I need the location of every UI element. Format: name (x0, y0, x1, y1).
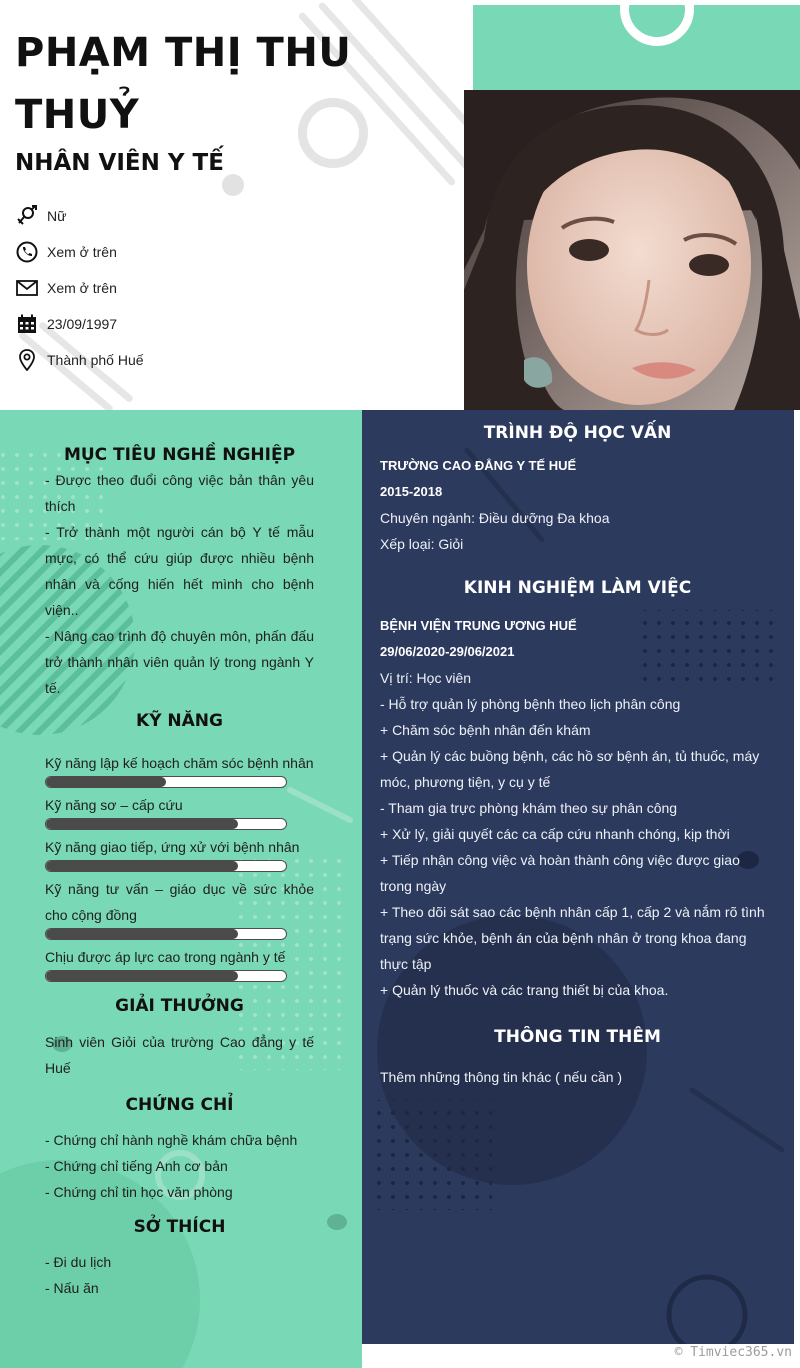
experience-line: + Quản lý các buồng bệnh, các hồ sơ bệnh án, tủ thuốc, máy móc, phương tiện, y cụ y tế (380, 748, 760, 790)
skill-name: Chịu được áp lực cao trong ngành y tế (45, 949, 286, 965)
education-period: 2015-2018 (380, 484, 443, 499)
calendar-icon (14, 313, 40, 335)
gender-icon (14, 205, 40, 227)
contact-gender (14, 198, 314, 234)
skill-name: Kỹ năng giao tiếp, ứng xử với bệnh nhân (45, 839, 300, 855)
contact-gender-text: Nữ (47, 208, 67, 224)
objective-text (45, 467, 314, 701)
contact-phone-text: Xem ở trên (47, 244, 117, 260)
skill-bar-fill (46, 929, 238, 939)
experience-line: + Tiếp nhận công việc và hoàn thành công việc được giao trong ngày (380, 852, 740, 894)
certificates-list (45, 1127, 314, 1205)
contact-birthday (14, 306, 314, 342)
skill-bar (45, 776, 287, 788)
skill-item (45, 876, 314, 940)
contact-email-text: Xem ở trên (47, 280, 117, 296)
section-title-certificates: CHỨNG CHỈ (125, 1095, 234, 1115)
school-name: TRƯỜNG CAO ĐẲNG Y TẾ HUẾ (380, 458, 577, 473)
contact-address (14, 342, 314, 378)
section-title-hobbies: SỞ THÍCH (133, 1217, 226, 1237)
certificate-item: - Chứng chỉ tin học văn phòng (45, 1184, 233, 1200)
contact-list (14, 198, 314, 378)
skill-bar-fill (46, 777, 166, 787)
skill-name: Kỹ năng lập kế hoạch chăm sóc bệnh nhân (45, 755, 314, 771)
contact-phone (14, 234, 314, 270)
skill-bar-fill (46, 819, 238, 829)
objective-line: - Trở thành một người cán bộ Y tế mẫu mực, có thể cứu giúp được nhiều bệnh nhân và cống hiến hết mình cho bệnh viện.. (45, 524, 314, 618)
watermark: © Timviec365.vn (674, 1345, 792, 1360)
experience-block (380, 613, 775, 1003)
experience-line: + Xử lý, giải quyết các ca cấp cứu nhanh chóng, kịp thời (380, 826, 730, 842)
cv-header (0, 0, 800, 410)
right-content (380, 410, 775, 1090)
skill-bar (45, 970, 287, 982)
section-title-education: TRÌNH ĐỘ HỌC VẤN (483, 423, 672, 443)
job-title: NHÂN VIÊN Y TẾ (15, 150, 224, 176)
skill-bar-fill (46, 861, 238, 871)
skill-bar (45, 860, 287, 872)
skill-name: Kỹ năng tư vấn – giáo dục về sức khỏe cho cộng đồng (45, 881, 314, 923)
section-title-skills: KỸ NĂNG (136, 711, 223, 731)
left-content (45, 410, 314, 1301)
experience-line: - Tham gia trực phòng khám theo sự phân công (380, 800, 678, 816)
objective-line: - Nâng cao trình độ chuyên môn, phấn đấu trở thành nhân viên quản lý trong ngành Y tế. (45, 628, 314, 696)
right-column (362, 410, 794, 1344)
certificate-item: - Chứng chỉ tiếng Anh cơ bản (45, 1158, 228, 1174)
section-title-extra: THÔNG TIN THÊM (494, 1027, 661, 1047)
hobbies-list (45, 1249, 314, 1301)
experience-line: Vị trí: Học viên (380, 670, 472, 686)
education-block (380, 453, 775, 557)
skill-bar (45, 818, 287, 830)
certificate-item: - Chứng chỉ hành nghề khám chữa bệnh (45, 1132, 298, 1148)
skill-name: Kỹ năng sơ – cấp cứu (45, 797, 183, 813)
skill-item (45, 792, 314, 830)
contact-birthday-text: 23/09/1997 (47, 316, 118, 332)
skill-bar-fill (46, 971, 238, 981)
hobby-item: - Nấu ăn (45, 1280, 99, 1296)
skills-list (45, 750, 314, 982)
section-title-experience: KINH NGHIỆM LÀM VIỆC (463, 578, 692, 598)
contact-address-text: Thành phố Huế (47, 352, 144, 368)
education-grade: Xếp loại: Giỏi (380, 536, 464, 552)
section-title-objective: MỤC TIÊU NGHỀ NGHIỆP (63, 445, 296, 465)
skill-item (45, 944, 314, 982)
candidate-name: PHẠM THỊ THU THUỶ (15, 30, 352, 138)
education-major: Chuyên ngành: Điều dưỡng Đa khoa (380, 510, 610, 526)
contact-email (14, 270, 314, 306)
company-name: BỆNH VIỆN TRUNG ƯƠNG HUẾ (380, 618, 577, 633)
hobby-item: - Đi du lịch (45, 1254, 112, 1270)
skill-bar (45, 928, 287, 940)
experience-line: - Hỗ trợ quản lý phòng bệnh theo lịch phân công (380, 696, 681, 712)
award-text: Sinh viên Giỏi của trường Cao đẳng y tế Huế (45, 1034, 314, 1076)
objective-line: - Được theo đuổi công việc bản thân yêu thích (45, 472, 314, 514)
experience-line: + Chăm sóc bệnh nhân đến khám (380, 722, 591, 738)
phone-icon (14, 241, 40, 263)
experience-line: + Quản lý thuốc và các trang thiết bị của khoa. (380, 982, 669, 998)
left-column (0, 410, 362, 1368)
section-title-awards: GIẢI THƯỞNG (115, 996, 244, 1016)
experience-period: 29/06/2020-29/06/2021 (380, 644, 515, 659)
profile-photo (464, 90, 800, 410)
location-icon (14, 349, 40, 371)
skill-item (45, 834, 314, 872)
skill-item (45, 750, 314, 788)
mail-icon (14, 277, 40, 299)
extra-info-text: Thêm những thông tin khác ( nếu cần ) (380, 1069, 623, 1085)
experience-line: + Theo dõi sát sao các bệnh nhân cấp 1, cấp 2 và nắm rõ tình trạng sức khỏe, bệnh án của bệnh nhân ở trong khoa đang thực tập (380, 904, 765, 972)
